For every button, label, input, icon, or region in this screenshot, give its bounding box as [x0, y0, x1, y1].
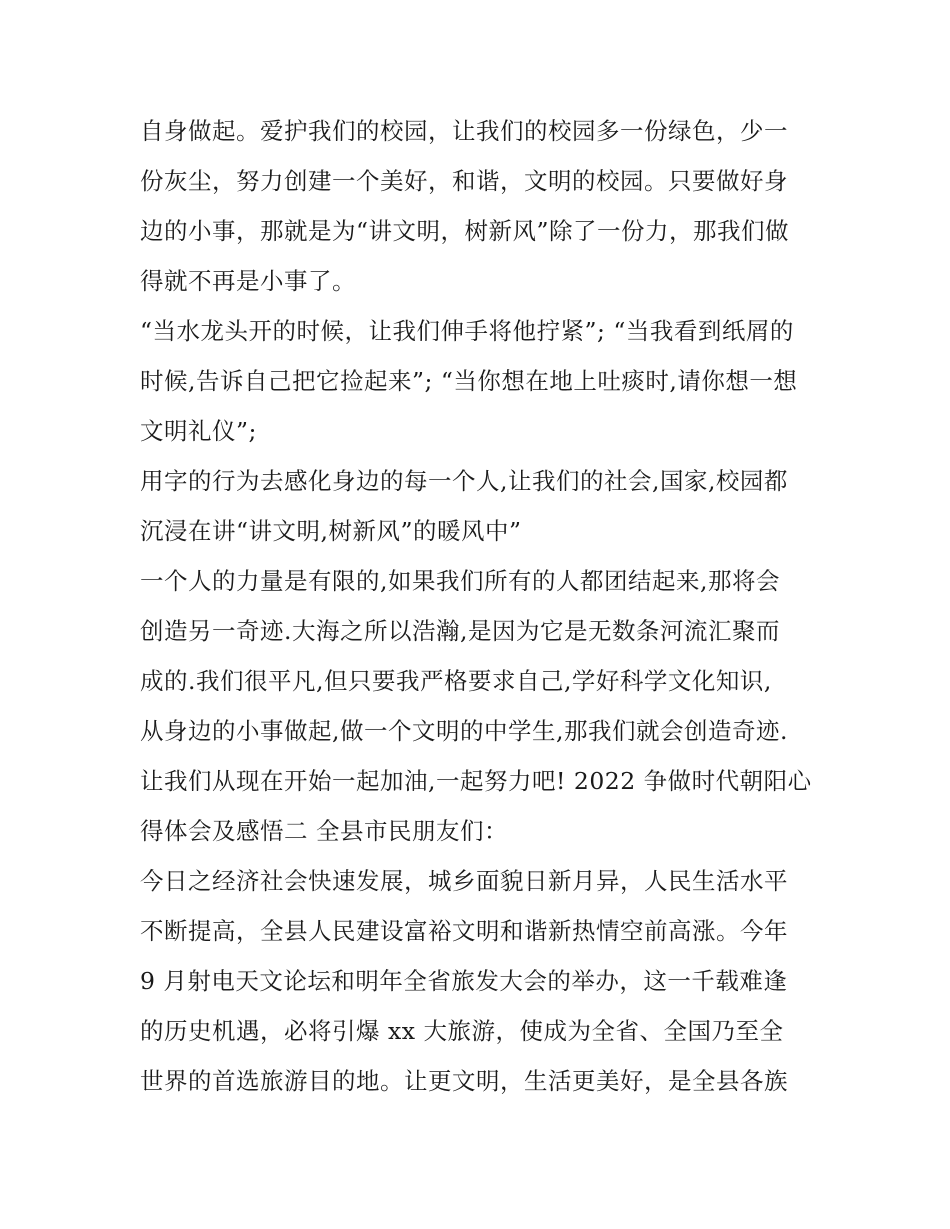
text-line: 沉浸在讲“讲文明,树新风”的暖风中” — [140, 517, 522, 545]
text-line: “当水龙头开的时候，让我们伸手将他拧紧”; “当我看到纸屑的 — [140, 317, 794, 345]
text-line: 边的小事，那就是为“讲文明，树新风”除了一份力，那我们做 — [140, 217, 790, 245]
text-line: 世界的首选旅游目的地。让更文明，生活更美好，是全县各族 — [140, 1067, 788, 1095]
text-line: 文明礼仪”; — [140, 417, 257, 445]
text-line: 成的.我们很平凡,但只要我严格要求自己,学好科学文化知识, — [140, 667, 772, 695]
text-line: 创造另一奇迹.大海之所以浩瀚,是因为它是无数条河流汇聚而 — [140, 617, 780, 645]
text-line: 得就不再是小事了。 — [140, 267, 356, 295]
text-line: 得体会及感悟二 全县市民朋友们： — [140, 817, 508, 845]
text-line: 不断提高，全县人民建设富裕文明和谐新热情空前高涨。今年 — [140, 917, 788, 945]
text-line: 份灰尘，努力创建一个美好，和谐，文明的校园。只要做好身 — [140, 167, 788, 195]
text-line: 用字的行为去感化身边的每一个人,让我们的社会,国家,校园都 — [140, 467, 788, 495]
text-line: 让我们从现在开始一起加油,一起努力吧! 2022 争做时代朝阳心 — [140, 767, 812, 795]
text-line: 一个人的力量是有限的,如果我们所有的人都团结起来,那将会 — [140, 567, 780, 595]
text-line: 9 月射电天文论坛和明年全省旅发大会的举办，这一千载难逢 — [140, 967, 788, 995]
text-line: 从身边的小事做起,做一个文明的中学生,那我们就会创造奇迹. — [140, 717, 788, 745]
text-line: 今日之经济社会快速发展，城乡面貌日新月异，人民生活水平 — [140, 867, 788, 895]
text-line: 的历史机遇，必将引爆 xx 大旅游，使成为全省、全国乃至全 — [140, 1017, 784, 1045]
document-body — [140, 108, 830, 1108]
text-line: 时候,告诉自己把它捡起来”; “当你想在地上吐痰时,请你想一想 — [140, 367, 798, 395]
text-line: 自身做起。爱护我们的校园，让我们的校园多一份绿色，少一 — [140, 117, 788, 145]
